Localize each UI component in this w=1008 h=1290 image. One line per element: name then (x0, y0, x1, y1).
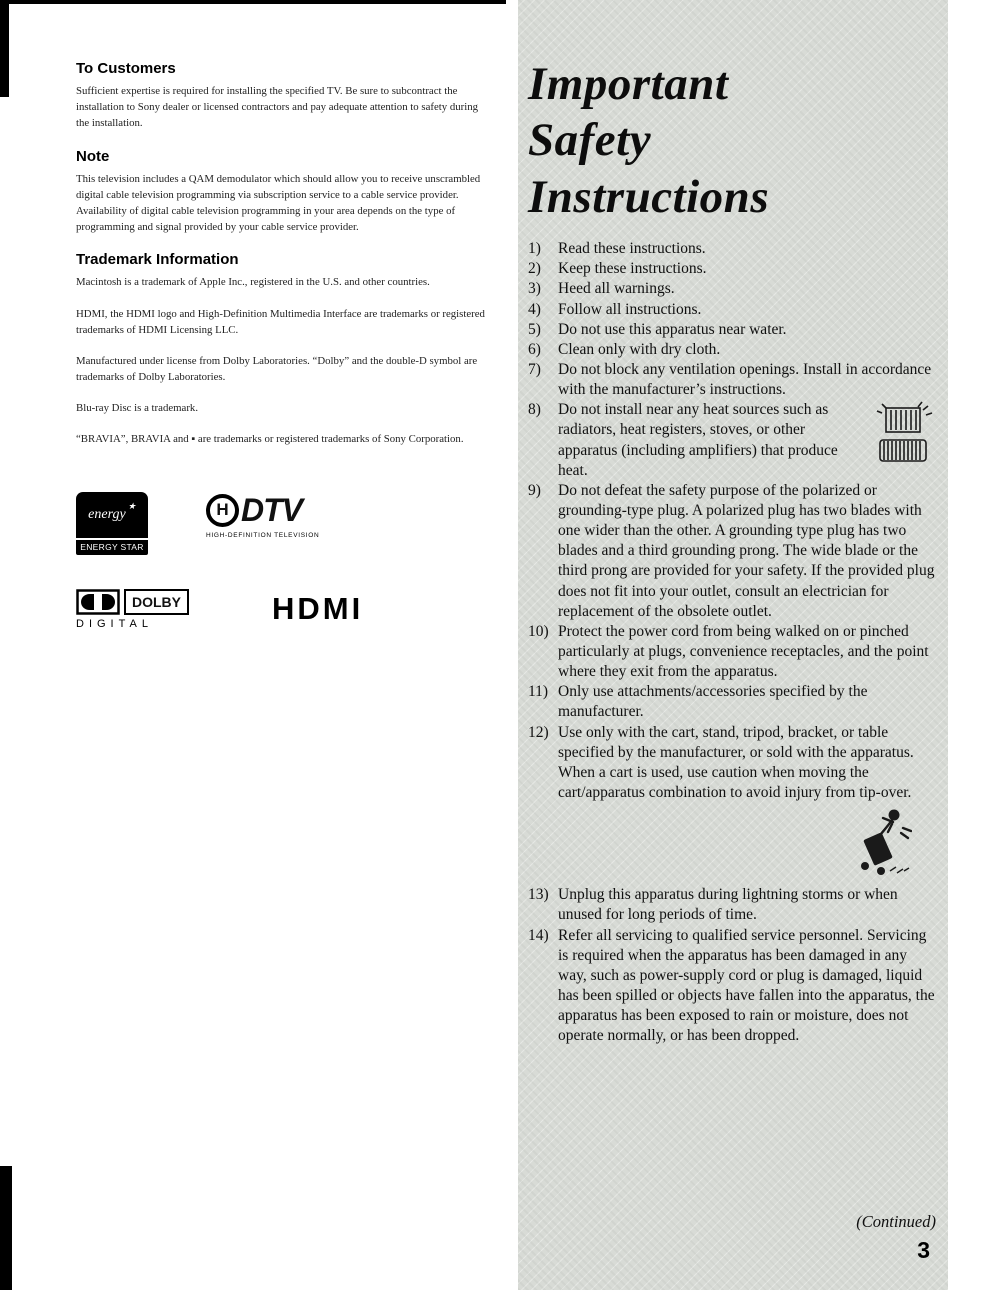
item-number: 8) (528, 401, 541, 419)
dolby-digital-text: DIGITAL (76, 617, 153, 630)
section-heading-trademark: Trademark Information (76, 251, 239, 269)
list-item-14 (528, 926, 936, 1047)
item-text: Clean only with dry cloth. (558, 340, 721, 358)
item-text: Read these instructions. (558, 240, 706, 258)
cart-tipover-illustration (528, 805, 936, 881)
title-line-2: Safety (528, 114, 652, 167)
list-item-7 (528, 360, 936, 400)
paragraph-bravia: “BRAVIA”, BRAVIA and ▪ are trademarks or registered trademarks of Sony Corporation. (76, 433, 464, 446)
item-number: 6) (528, 340, 541, 358)
list-item-6 (528, 340, 936, 360)
item-number: 2) (528, 260, 541, 278)
item-text: Do not defeat the safety purpose of the polarized or grounding-type plug. A polarized plug has two blades with one wider than the other. A grounding type plug has two blades and a third grounding prong. The wide blade or the third prong are provided for your safety. If the provided plug does not fit into your outlet, consult an electrician for replacement of the obsolete outlet. (558, 481, 935, 620)
safety-instructions-panel (518, 0, 948, 1290)
list-item-12 (528, 723, 936, 804)
item-text: Use only with the cart, stand, tripod, bracket, or table specified by the manufacturer, or sold with the apparatus. When a cart is used, use caution when moving the cart/apparatus combination to avoid injury from tip-over. (558, 723, 914, 801)
paragraph-dolby: Manufactured under license from Dolby Laboratories. “Dolby” and the double-D symbol are trademarks of Dolby Laboratories. (76, 354, 478, 384)
item-text-with-icon (558, 400, 936, 481)
item-number: 14) (528, 926, 549, 944)
hdtv-wordmark (206, 492, 319, 529)
list-item-4 (528, 300, 936, 320)
safety-instructions-content (518, 0, 948, 1046)
energy-star-logo (76, 492, 148, 555)
item-number: 11) (528, 683, 549, 701)
safety-instructions-list (528, 239, 936, 1046)
hdmi-logo: HDMI (272, 591, 364, 627)
logo-row-2 (76, 589, 488, 630)
paragraph-note: This television includes a QAM demodulator which should allow you to receive unscrambled digital cable television programming via subscription service to a cable service provider. Availability of digital cable television programming in your area depends on the type of programming and signal provided by your cable service provider. (76, 172, 481, 234)
dolby-wordmark (76, 589, 226, 615)
item-number: 7) (528, 361, 541, 379)
item-number: 1) (528, 240, 541, 258)
item-number: 9) (528, 481, 541, 499)
item-text: Do not use this apparatus near water. (558, 320, 787, 338)
item-text: Follow all instructions. (558, 300, 702, 318)
scan-artifact-left-bottom (0, 1166, 12, 1290)
cart-tipover-icon (854, 805, 912, 875)
item-text: Only use attachments/accessories specified by the manufacturer. (558, 683, 868, 721)
paragraph-to-customers: Sufficient expertise is required for installing the specified TV. Be sure to subcontract the installation to Sony dealer or licensed contractors and pay adequate attention to safety during the installation. (76, 85, 479, 130)
hdtv-logo (206, 492, 319, 539)
item-text: Do not block any ventilation openings. Install in accordance with the manufacturer’s instructions. (558, 361, 932, 399)
item-number: 5) (528, 320, 541, 338)
section-to-customers (76, 60, 488, 132)
list-item-3 (528, 279, 936, 299)
paragraph-bluray: Blu-ray Disc is a trademark. (76, 402, 199, 415)
list-item-9 (528, 481, 936, 622)
hdtv-dtv-text: DTV (241, 491, 302, 528)
list-item-13 (528, 885, 936, 925)
dolby-text: DOLBY (124, 589, 189, 615)
energy-star-emblem (76, 492, 148, 538)
item-number: 4) (528, 300, 541, 318)
list-item-11 (528, 682, 936, 722)
list-item-5 (528, 320, 936, 340)
title-line-3: Instructions (528, 170, 770, 223)
list-item-8 (528, 400, 936, 481)
item-text: Heed all warnings. (558, 280, 675, 298)
logo-area (76, 492, 488, 630)
item-text: Refer all servicing to qualified service personnel. Servicing is required when the apparatus has been damaged in any way, such as power-supply cord or plug is damaged, liquid has been spilled or objects have fallen into the apparatus, the apparatus has been exposed to rain or moisture, does not operate normally, or has been dropped. (558, 926, 935, 1045)
item-text: Keep these instructions. (558, 260, 707, 278)
energy-star-label: ENERGY STAR (76, 540, 148, 555)
section-trademark-information (76, 251, 488, 447)
item-number: 3) (528, 280, 541, 298)
paragraph-hdmi: HDMI, the HDMI logo and High-Definition Multimedia Interface are trademarks or registered trademarks of HDMI Licensing LLC. (76, 307, 485, 336)
section-note (76, 148, 488, 236)
logo-row-1 (76, 492, 488, 555)
item-number: 10) (528, 622, 549, 640)
hdtv-subtitle: HIGH-DEFINITION TELEVISION (206, 531, 320, 539)
scan-artifact-left-top (0, 0, 9, 97)
hdtv-circle-icon: H (206, 494, 239, 527)
section-heading-note: Note (76, 147, 110, 165)
item-text: Protect the power cord from being walked on or pinched particularly at plugs, convenience receptacles, and the point where they exit from the apparatus. (558, 622, 929, 681)
item-text: Unplug this apparatus during lightning storms or when unused for long periods of time. (558, 886, 898, 924)
list-item-2 (528, 259, 936, 279)
page-number: 3 (917, 1237, 930, 1263)
star-icon: ★ (127, 501, 136, 512)
scan-artifact-top-edge (0, 0, 506, 4)
left-column (76, 60, 488, 630)
item-text: Do not install near any heat sources such as radiators, heat registers, stoves, or other apparatus (including amplifiers) that produce heat. (558, 401, 838, 479)
radiator-icon (870, 400, 936, 466)
dolby-double-d-icon (76, 589, 120, 615)
paragraph-macintosh: Macintosh is a trademark of Apple Inc., registered in the U.S. and other countries. (76, 276, 430, 289)
page-title (528, 56, 936, 225)
title-line-1: Important (528, 58, 729, 110)
continued-note: (Continued) (856, 1212, 936, 1231)
list-item-1 (528, 239, 936, 259)
list-item-10 (528, 622, 936, 682)
item-number: 12) (528, 723, 549, 741)
energy-star-script: energy (88, 506, 126, 522)
dolby-digital-logo (76, 589, 226, 630)
item-number: 13) (528, 886, 549, 904)
section-heading-to-customers: To Customers (76, 60, 176, 77)
